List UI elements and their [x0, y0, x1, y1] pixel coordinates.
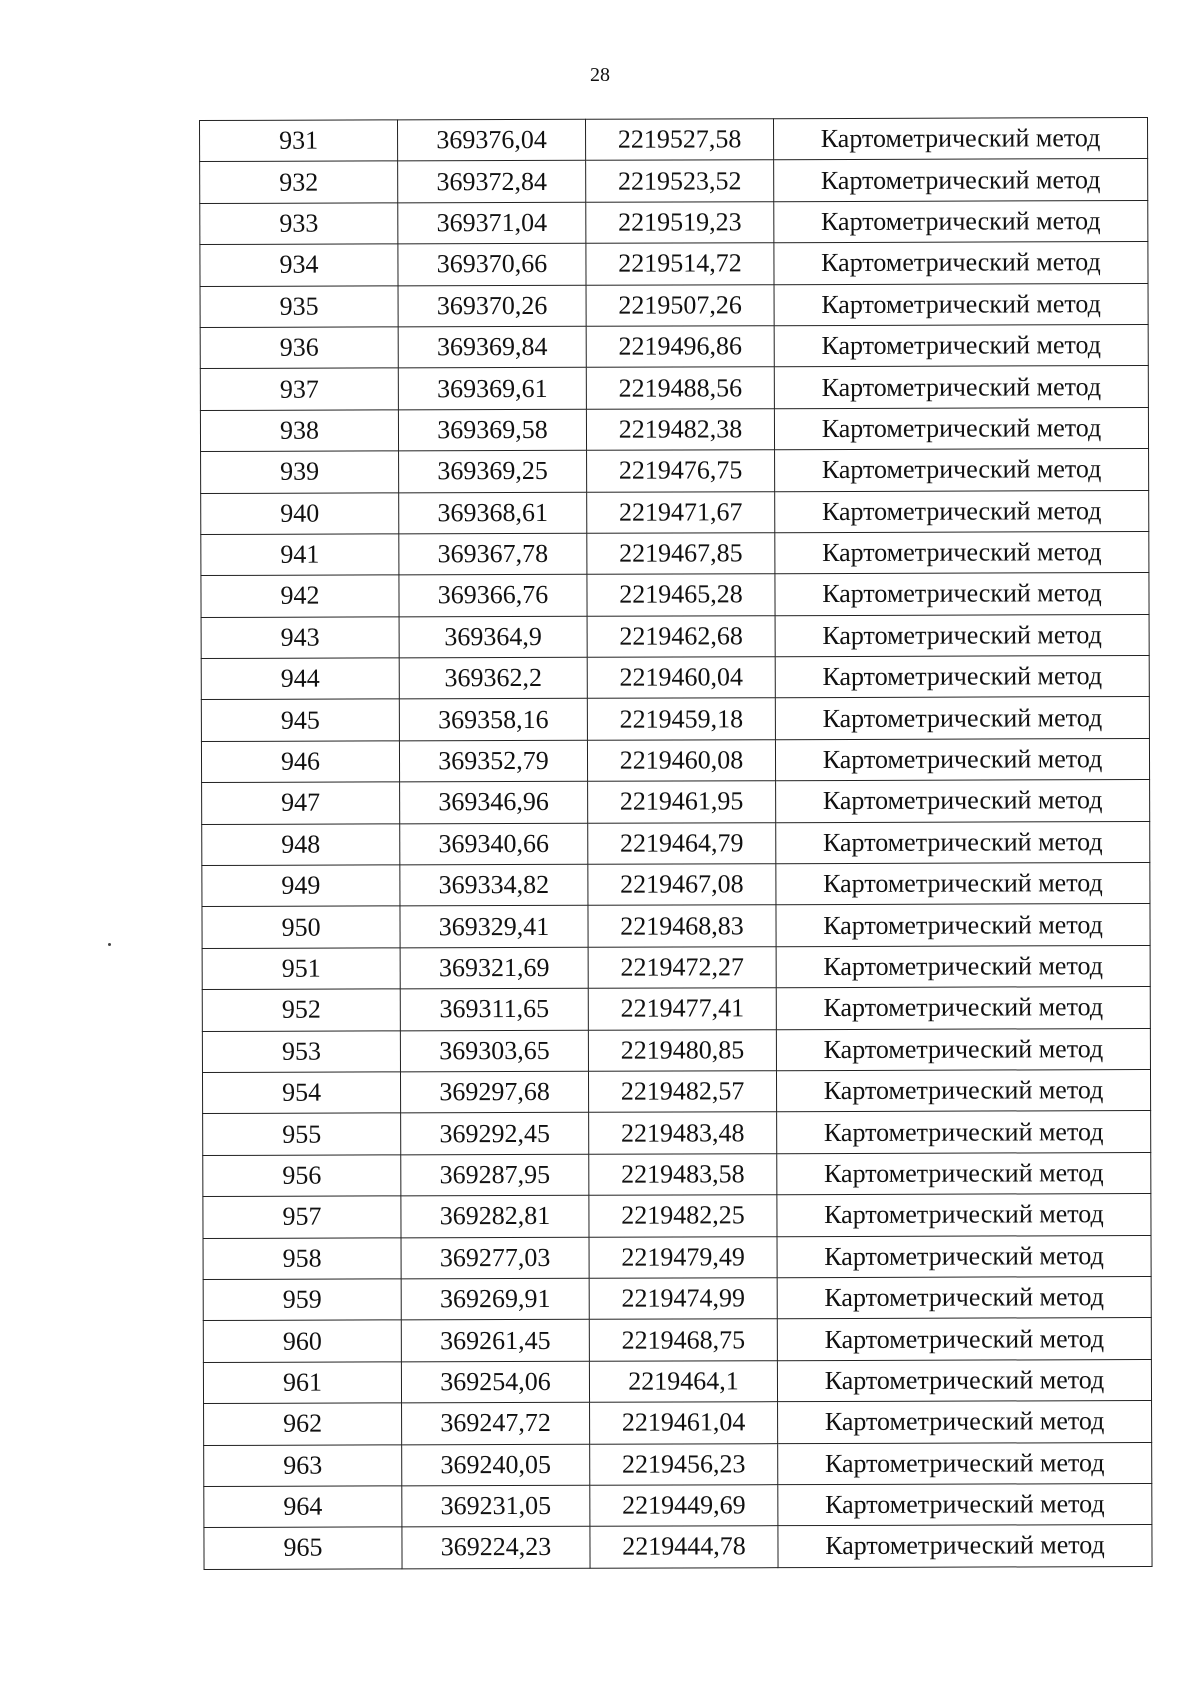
x-coordinate-cell: 369287,95	[401, 1154, 589, 1196]
point-number-cell: 961	[203, 1362, 401, 1404]
y-coordinate-cell: 2219483,48	[589, 1112, 777, 1154]
method-cell: Картометрический метод	[776, 945, 1150, 988]
method-cell: Картометрический метод	[778, 1401, 1152, 1444]
table-row	[201, 656, 1149, 700]
point-number-cell: 941	[201, 534, 399, 576]
table-row	[200, 283, 1148, 327]
table-row	[202, 1028, 1150, 1072]
point-number-cell: 947	[202, 782, 400, 824]
method-cell: Картометрический метод	[778, 1483, 1152, 1526]
point-number-cell: 957	[203, 1196, 401, 1238]
table-row	[203, 1235, 1151, 1279]
y-coordinate-cell: 2219461,95	[588, 781, 776, 823]
y-coordinate-cell: 2219468,75	[589, 1319, 777, 1361]
x-coordinate-cell: 369231,05	[402, 1485, 590, 1527]
y-coordinate-cell: 2219467,08	[588, 864, 776, 906]
table-row	[203, 1111, 1151, 1155]
x-coordinate-cell: 369370,26	[398, 285, 586, 327]
y-coordinate-cell: 2219527,58	[585, 119, 773, 161]
table-row	[202, 821, 1150, 865]
point-number-cell: 943	[201, 617, 399, 659]
method-cell: Картометрический метод	[774, 159, 1148, 202]
y-coordinate-cell: 2219477,41	[588, 988, 776, 1030]
x-coordinate-cell: 369372,84	[398, 161, 586, 203]
x-coordinate-cell: 369224,23	[402, 1527, 590, 1569]
point-number-cell: 956	[203, 1155, 401, 1197]
point-number-cell: 963	[204, 1444, 402, 1486]
table-row	[201, 490, 1149, 534]
x-coordinate-cell: 369240,05	[402, 1444, 590, 1486]
point-number-cell: 944	[201, 658, 399, 700]
point-number-cell: 932	[200, 161, 398, 203]
table-row	[200, 407, 1148, 451]
point-number-cell: 935	[200, 285, 398, 327]
table-row	[204, 1483, 1152, 1527]
x-coordinate-cell: 369277,03	[401, 1237, 589, 1279]
y-coordinate-cell: 2219449,69	[590, 1485, 778, 1527]
table-row	[203, 1318, 1151, 1362]
y-coordinate-cell: 2219472,27	[588, 947, 776, 989]
method-cell: Картометрический метод	[774, 242, 1148, 285]
y-coordinate-cell: 2219456,23	[590, 1443, 778, 1485]
point-number-cell: 933	[200, 203, 398, 245]
method-cell: Картометрический метод	[775, 656, 1149, 699]
y-coordinate-cell: 2219467,85	[587, 533, 775, 575]
x-coordinate-cell: 369369,84	[398, 326, 586, 368]
method-cell: Картометрический метод	[774, 324, 1148, 367]
point-number-cell: 942	[201, 575, 399, 617]
method-cell: Картометрический метод	[777, 1276, 1151, 1319]
method-cell: Картометрический метод	[778, 1525, 1152, 1568]
method-cell: Картометрический метод	[774, 283, 1148, 326]
y-coordinate-cell: 2219459,18	[587, 698, 775, 740]
y-coordinate-cell: 2219444,78	[590, 1526, 778, 1568]
point-number-cell: 938	[200, 410, 398, 452]
x-coordinate-cell: 369311,65	[400, 988, 588, 1030]
x-coordinate-cell: 369367,78	[399, 533, 587, 575]
x-coordinate-cell: 369370,66	[398, 243, 586, 285]
x-coordinate-cell: 369340,66	[400, 823, 588, 865]
y-coordinate-cell: 2219479,49	[589, 1236, 777, 1278]
method-cell: Картометрический метод	[776, 1069, 1150, 1112]
y-coordinate-cell: 2219474,99	[589, 1278, 777, 1320]
table-row	[202, 863, 1150, 907]
x-coordinate-cell: 369352,79	[399, 740, 587, 782]
point-number-cell: 940	[201, 492, 399, 534]
x-coordinate-cell: 369254,06	[401, 1361, 589, 1403]
method-cell: Картометрический метод	[774, 200, 1148, 243]
x-coordinate-cell: 369376,04	[398, 119, 586, 161]
y-coordinate-cell: 2219461,04	[590, 1402, 778, 1444]
point-number-cell: 964	[204, 1486, 402, 1528]
x-coordinate-cell: 369334,82	[400, 864, 588, 906]
table-row	[202, 945, 1150, 989]
table-row	[201, 573, 1149, 617]
method-cell: Картометрический метод	[776, 863, 1150, 906]
y-coordinate-cell: 2219476,75	[587, 450, 775, 492]
point-number-cell: 937	[200, 368, 398, 410]
x-coordinate-cell: 369282,81	[401, 1195, 589, 1237]
point-number-cell: 948	[202, 824, 400, 866]
y-coordinate-cell: 2219464,1	[589, 1360, 777, 1402]
method-cell: Картометрический метод	[776, 1028, 1150, 1071]
table-row	[204, 1442, 1152, 1486]
point-number-cell: 945	[201, 699, 399, 741]
point-number-cell: 950	[202, 906, 400, 948]
x-coordinate-cell: 369364,9	[399, 616, 587, 658]
x-coordinate-cell: 369329,41	[400, 906, 588, 948]
point-number-cell: 960	[203, 1320, 401, 1362]
table-row	[202, 1069, 1150, 1113]
y-coordinate-cell: 2219496,86	[586, 326, 774, 368]
y-coordinate-cell: 2219468,83	[588, 905, 776, 947]
y-coordinate-cell: 2219460,04	[587, 657, 775, 699]
coordinates-table	[199, 117, 1153, 1570]
point-number-cell: 931	[200, 120, 398, 162]
method-cell: Картометрический метод	[774, 366, 1148, 409]
y-coordinate-cell: 2219507,26	[586, 284, 774, 326]
table-row	[202, 780, 1150, 824]
scan-speck	[108, 943, 111, 946]
method-cell: Картометрический метод	[777, 1111, 1151, 1154]
point-number-cell: 965	[204, 1527, 402, 1569]
y-coordinate-cell: 2219462,68	[587, 615, 775, 657]
x-coordinate-cell: 369369,58	[398, 409, 586, 451]
table-row	[202, 987, 1150, 1031]
table-row	[203, 1276, 1151, 1320]
point-number-cell: 936	[200, 327, 398, 369]
method-cell: Картометрический метод	[775, 738, 1149, 781]
x-coordinate-cell: 369368,61	[399, 492, 587, 534]
y-coordinate-cell: 2219482,38	[586, 408, 774, 450]
table-row	[201, 449, 1149, 493]
x-coordinate-cell: 369346,96	[400, 782, 588, 824]
table-row	[200, 200, 1148, 244]
table-row	[201, 697, 1149, 741]
x-coordinate-cell: 369261,45	[401, 1320, 589, 1362]
y-coordinate-cell: 2219483,58	[589, 1153, 777, 1195]
x-coordinate-cell: 369366,76	[399, 575, 587, 617]
table-row	[200, 118, 1148, 162]
point-number-cell: 952	[202, 989, 400, 1031]
table-row	[201, 738, 1149, 782]
point-number-cell: 939	[201, 451, 399, 493]
x-coordinate-cell: 369292,45	[401, 1113, 589, 1155]
table-row	[200, 159, 1148, 203]
x-coordinate-cell: 369321,69	[400, 947, 588, 989]
point-number-cell: 946	[201, 741, 399, 783]
y-coordinate-cell: 2219464,79	[588, 822, 776, 864]
y-coordinate-cell: 2219471,67	[587, 491, 775, 533]
point-number-cell: 953	[202, 1030, 400, 1072]
method-cell: Картометрический метод	[776, 821, 1150, 864]
x-coordinate-cell: 369269,91	[401, 1278, 589, 1320]
y-coordinate-cell: 2219488,56	[586, 367, 774, 409]
method-cell: Картометрический метод	[777, 1318, 1151, 1361]
table-row	[200, 242, 1148, 286]
y-coordinate-cell: 2219482,57	[588, 1071, 776, 1113]
method-cell: Картометрический метод	[777, 1235, 1151, 1278]
x-coordinate-cell: 369362,2	[399, 657, 587, 699]
table-row	[200, 366, 1148, 410]
point-number-cell: 962	[204, 1403, 402, 1445]
point-number-cell: 958	[203, 1237, 401, 1279]
table-row	[203, 1359, 1151, 1403]
x-coordinate-cell: 369297,68	[400, 1071, 588, 1113]
table-row	[200, 324, 1148, 368]
y-coordinate-cell: 2219482,25	[589, 1195, 777, 1237]
y-coordinate-cell: 2219465,28	[587, 574, 775, 616]
y-coordinate-cell: 2219523,52	[586, 160, 774, 202]
method-cell: Картометрический метод	[775, 449, 1149, 492]
y-coordinate-cell: 2219519,23	[586, 201, 774, 243]
method-cell: Картометрический метод	[773, 118, 1147, 161]
method-cell: Картометрический метод	[774, 407, 1148, 450]
method-cell: Картометрический метод	[775, 490, 1149, 533]
table-row	[204, 1401, 1152, 1445]
method-cell: Картометрический метод	[775, 614, 1149, 657]
method-cell: Картометрический метод	[777, 1194, 1151, 1237]
method-cell: Картометрический метод	[775, 697, 1149, 740]
table-row	[203, 1194, 1151, 1238]
point-number-cell: 954	[202, 1072, 400, 1114]
y-coordinate-cell: 2219480,85	[588, 1029, 776, 1071]
page-number: 28	[590, 64, 610, 86]
method-cell: Картометрический метод	[775, 573, 1149, 616]
table-row	[201, 531, 1149, 575]
method-cell: Картометрический метод	[777, 1152, 1151, 1195]
method-cell: Картометрический метод	[775, 531, 1149, 574]
x-coordinate-cell: 369303,65	[400, 1030, 588, 1072]
method-cell: Картометрический метод	[777, 1359, 1151, 1402]
point-number-cell: 959	[203, 1279, 401, 1321]
point-number-cell: 949	[202, 865, 400, 907]
method-cell: Картометрический метод	[776, 987, 1150, 1030]
y-coordinate-cell: 2219514,72	[586, 243, 774, 285]
point-number-cell: 955	[203, 1113, 401, 1155]
coordinates-table-body	[200, 118, 1153, 1570]
table-row	[202, 904, 1150, 948]
method-cell: Картометрический метод	[776, 780, 1150, 823]
table-row	[201, 614, 1149, 658]
x-coordinate-cell: 369247,72	[402, 1402, 590, 1444]
x-coordinate-cell: 369358,16	[399, 699, 587, 741]
point-number-cell: 951	[202, 948, 400, 990]
x-coordinate-cell: 369371,04	[398, 202, 586, 244]
method-cell: Картометрический метод	[778, 1442, 1152, 1485]
point-number-cell: 934	[200, 244, 398, 286]
table-row	[204, 1525, 1152, 1569]
method-cell: Картометрический метод	[776, 904, 1150, 947]
table-row	[203, 1152, 1151, 1196]
x-coordinate-cell: 369369,25	[399, 450, 587, 492]
x-coordinate-cell: 369369,61	[398, 368, 586, 410]
y-coordinate-cell: 2219460,08	[587, 740, 775, 782]
